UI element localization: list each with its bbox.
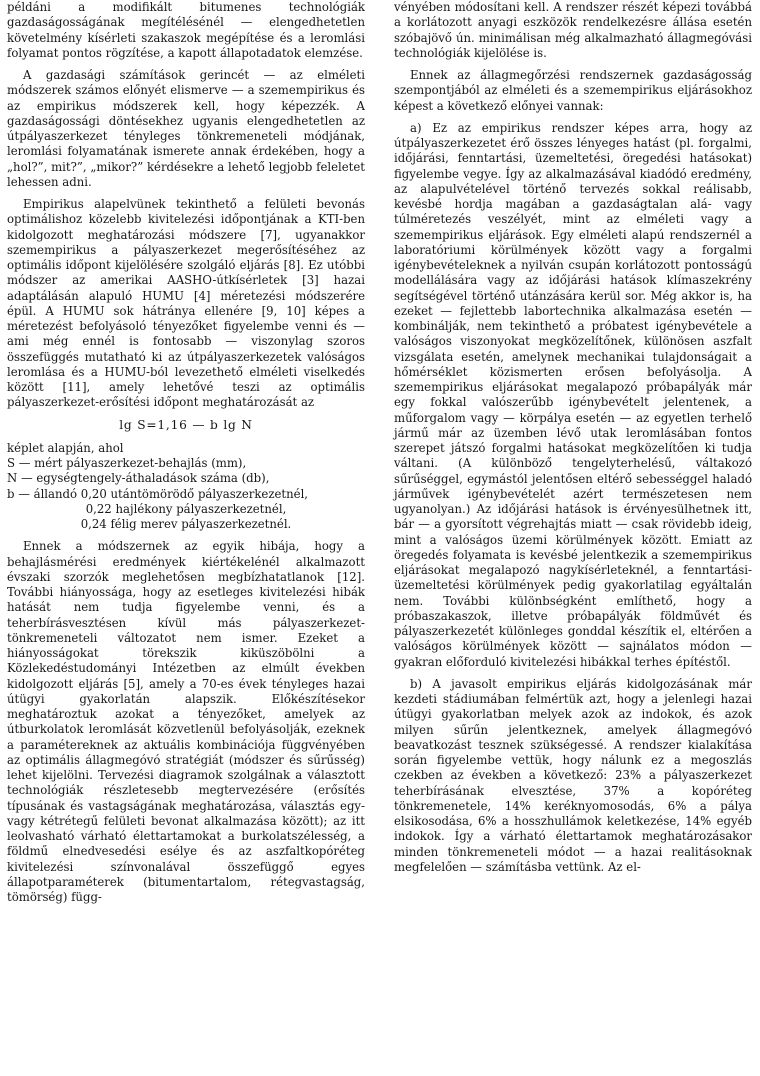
paragraph-advantage-b: b) A javasolt empirikus eljárás kidolgozásának már kezdeti stádiumában felmértük azt, hogy a jelenlegi hazai útügyi gyakorlatban melyek azok az indokok, és azok milyen sűrűn jelentkeznek, amelyek állagmegóvó beavatkozást tesznek szükségessé. A rendszer kialakítása során figyelembe vettük, hogy nálunk ez a megoszlás czekben az években a következő: 23% a pályaszerkezet teherbírásának elvesztése, 37% a kopóréteg tönkremenetele, 14% keréknyomosodás, 6% a pálya elsikosodása, 6% a hosszhullámok keletkezése, 14% egyéb indokok. Így a várható élettartamok meghatározásakor minden tönkremeneteli módot — a hazai realitásoknak megfelelően — számításba vettünk. Az el- <box>394 676 752 874</box>
paragraph-economic-calculations: A gazdasági számítások gerincét — az elméleti módszerek számos előnyét elismerve — a szemempirikus és az empirikus módszerek kell, hogy képezzék. A gazdaságossági döntésekhez ugyanis elengedhetetlen az útpályaszerkezet tényleges tönkremeneteli módjának, leromlási folyamatának ismerete annak érdekében, hogy a „hol?”, mit?”, „mikor?” kérdésekre a lehető legjobb feleletet lehessen adni. <box>7 68 365 189</box>
legend-b-flexible: 0,22 hajlékony pályaszerkezetnél, <box>85 501 287 516</box>
paragraph-continued: példáni a modifikált bitumenes technológiák gazdaságosságának megítélésénél — elengedhetetlen követelmény kísérleti szakaszok megépítése és a leromlási folyamat pontos rögzítése, a kapott állapotadatok elemzése. <box>7 0 365 60</box>
paragraph-method-deficiency: Ennek a módszernek az egyik hibája, hogy a behajlásmérési eredmények kiértékelénél alkalmazott évszaki szorzók meglehetősen megbízhatatlanok [12]. További hiányossága, hogy az esetleges kivitelezési hibák hatását nem tudja figyelembe venni, és a teherbírásvesztésen kívül más pályaszerkezet-tönkremeneteli változatot nem ismer. Ezeket a hiányosságokat törekszik kiküszöbölni a Közlekedéstudományi Intézetben az elmúlt években kidolgozott eljárás [5], amely a 70-es évek tényleges hazai útügyi gyakorlatán alapszik. Előkészítésekor meghatároztuk azokat a tényezőket, amelyek az útburkolatok leromlását közvetlenül befolyásolják, ezeknek a paramétereknek az aktuális kombinációja függvényében az optimális állagmegóvó stratégiát (módszer és sűrűsség) lehet kijelölni. Tervezési diagramok szolgálnak a választott technológiák részletesebb megtervezésére (erősítés típusának és vastagságának meghatározása, választás egy- vagy kétrétegű felületi bevonat alkalmazása között); az itt leolvasható várható élettartamokat a burkolatszélesség, a földmű elnedvesedési esélye és az aszfaltkopóréteg kivitelezési színvonalával összefüggő egyes állapotparaméterek (bitumentartalom, rétegvastagság, tömörség) függ- <box>7 539 365 904</box>
legend-b: b — állandó 0,20 utántömörödő pályaszerkezetnél, <box>7 486 309 501</box>
legend-n: N — egységtengely-áthaladások száma (db), <box>7 471 270 486</box>
paragraph-advantages-intro: Ennek az állagmegőrzési rendszernek gazdaságosság szempontjából az elméleti és a szemempirikus eljárásokhoz képest a következő előnyei vannak: <box>394 68 752 113</box>
paragraph-continued-right: vényében módosítani kell. A rendszer részét képezi továbbá a korlátozott anyagi eszközök rendelkezésre állása esetén szóbajövő ún. minimálisan még alkalmazható állagmegóvási technológiák kijelölése is. <box>394 0 752 60</box>
paragraph-empirical-principle: Empirikus alapelvünek tekinthető a felületi bevonás optimálishoz közelebb kivitelezési időpontjának a KTI-ben kidolgozott meghatározási módszere [7], ugyanakkor szemempirikus a pályaszerkezet megerősítéséhez az optimális időpont kijelölésére szolgáló eljárás [8]. Ez utóbbi módszer az amerikai AASHO-útkísérletek [3] hazai adaptálásán alapuló HUMU [4] méretezési módszerére épül. A HUMU sok hátránya ellenére [9, 10] képes a méretezést befolyásoló tényezőket figyelembe venni és — ami még ennél is fontosabb — viszonylag szoros összefüggés mutatható ki az útpályaszerkezetek valóságos leromlása és a HUMU-ból levezethető elméleti viselkedés között [11], amely lehetővé teszi az optimális pályaszerkezet-erősítési időpont meghatározását az <box>7 197 365 410</box>
legend-b-semirigid: 0,24 félig merev pályaszerkezetnél. <box>80 517 292 531</box>
left-column <box>7 0 365 905</box>
legend-intro: képlet alapján, ahol <box>7 440 124 455</box>
paragraph-advantage-a: a) Ez az empirikus rendszer képes arra, hogy az útpályaszerkezetet érő összes lényeges hatást (pl. forgalmi, időjárási, fenntartási, üzemeltetési, öregedési hatásokat) figyelembe vegye. Így az alkalmazásával kiadódó eredmény, az alapulvételével történő tervezés sokkal reálisabb, kevésbé hordja magában a gazdaságtalan alá- vagy túlméretezés veszélyét, mint az elméleti vagy a szemempirikus eljárások. Egy elméleti alapú rendszernél a laboratóriumi körülmények között vagy a forgalmi igénybevételeknek a nyilván csupán korlátozott pontosságú modellálására vagy az időjárási hatások klímaszekrény segítségével történő utánzására kerül sor. Még akkor is, ha ezeket — fejlettebb labortechnika alkalmazása esetén — kombinálják, nem tekinthető a próbatest igénybevétele a valóságos viszonyokat megközelítőnek, különösen aszfalt vizsgálata esetén, amelynek mechanikai tulajdonságait a hőmérséklet közismerten erősen befolyásolja. A szemempirikus eljárásokat megalapozó próbapályák már egy fokkal valószerűbb igénybevételt jelentenek, a műforgalom vagy — körpálya esetén — az egyetlen terhelő jármű már az üzemben lévő utak leromlásában fontos szerepet játszó forgalmi hatásokat megközelítően ki tudja váltani. (A különböző tengelyterhelésű, váltakozó sűrűséggel, egymástól jelentősen eltérő sebességgel haladó járművek igénybevételét azért természetesen nem ugyanolyan.) Az időjárási hatások is érvényesülhetnek itt, bár — a gyorsított végrehajtás miatt — csak rövidebb ideig, mint a valóságos üzemi körülmények között. Emiatt az öregedés folyamata is kevésbé jelentkezik a szemempirikus eljárásokat megalapozó nagykísérleteknél, a fenntartási-üzemeltetési körülmények pedig gyakorlatilag egyáltalán nem. További különbségként említhető, hogy a próbaszakaszok, illetve próbapályák földművét és pályaszerkezetét különleges gonddal készítik el, eltérően a valóságos körülmények között — sajnálatos módon — gyakran előforduló kivitelezési hibákkal terhes építéstől. <box>394 120 752 669</box>
formula-deflection: lg S=1,16 — b lg N <box>119 417 253 432</box>
formula-legend <box>7 441 365 533</box>
right-column <box>394 0 752 875</box>
legend-s: S — mért pályaszerkezet-behajlás (mm), <box>7 456 247 470</box>
